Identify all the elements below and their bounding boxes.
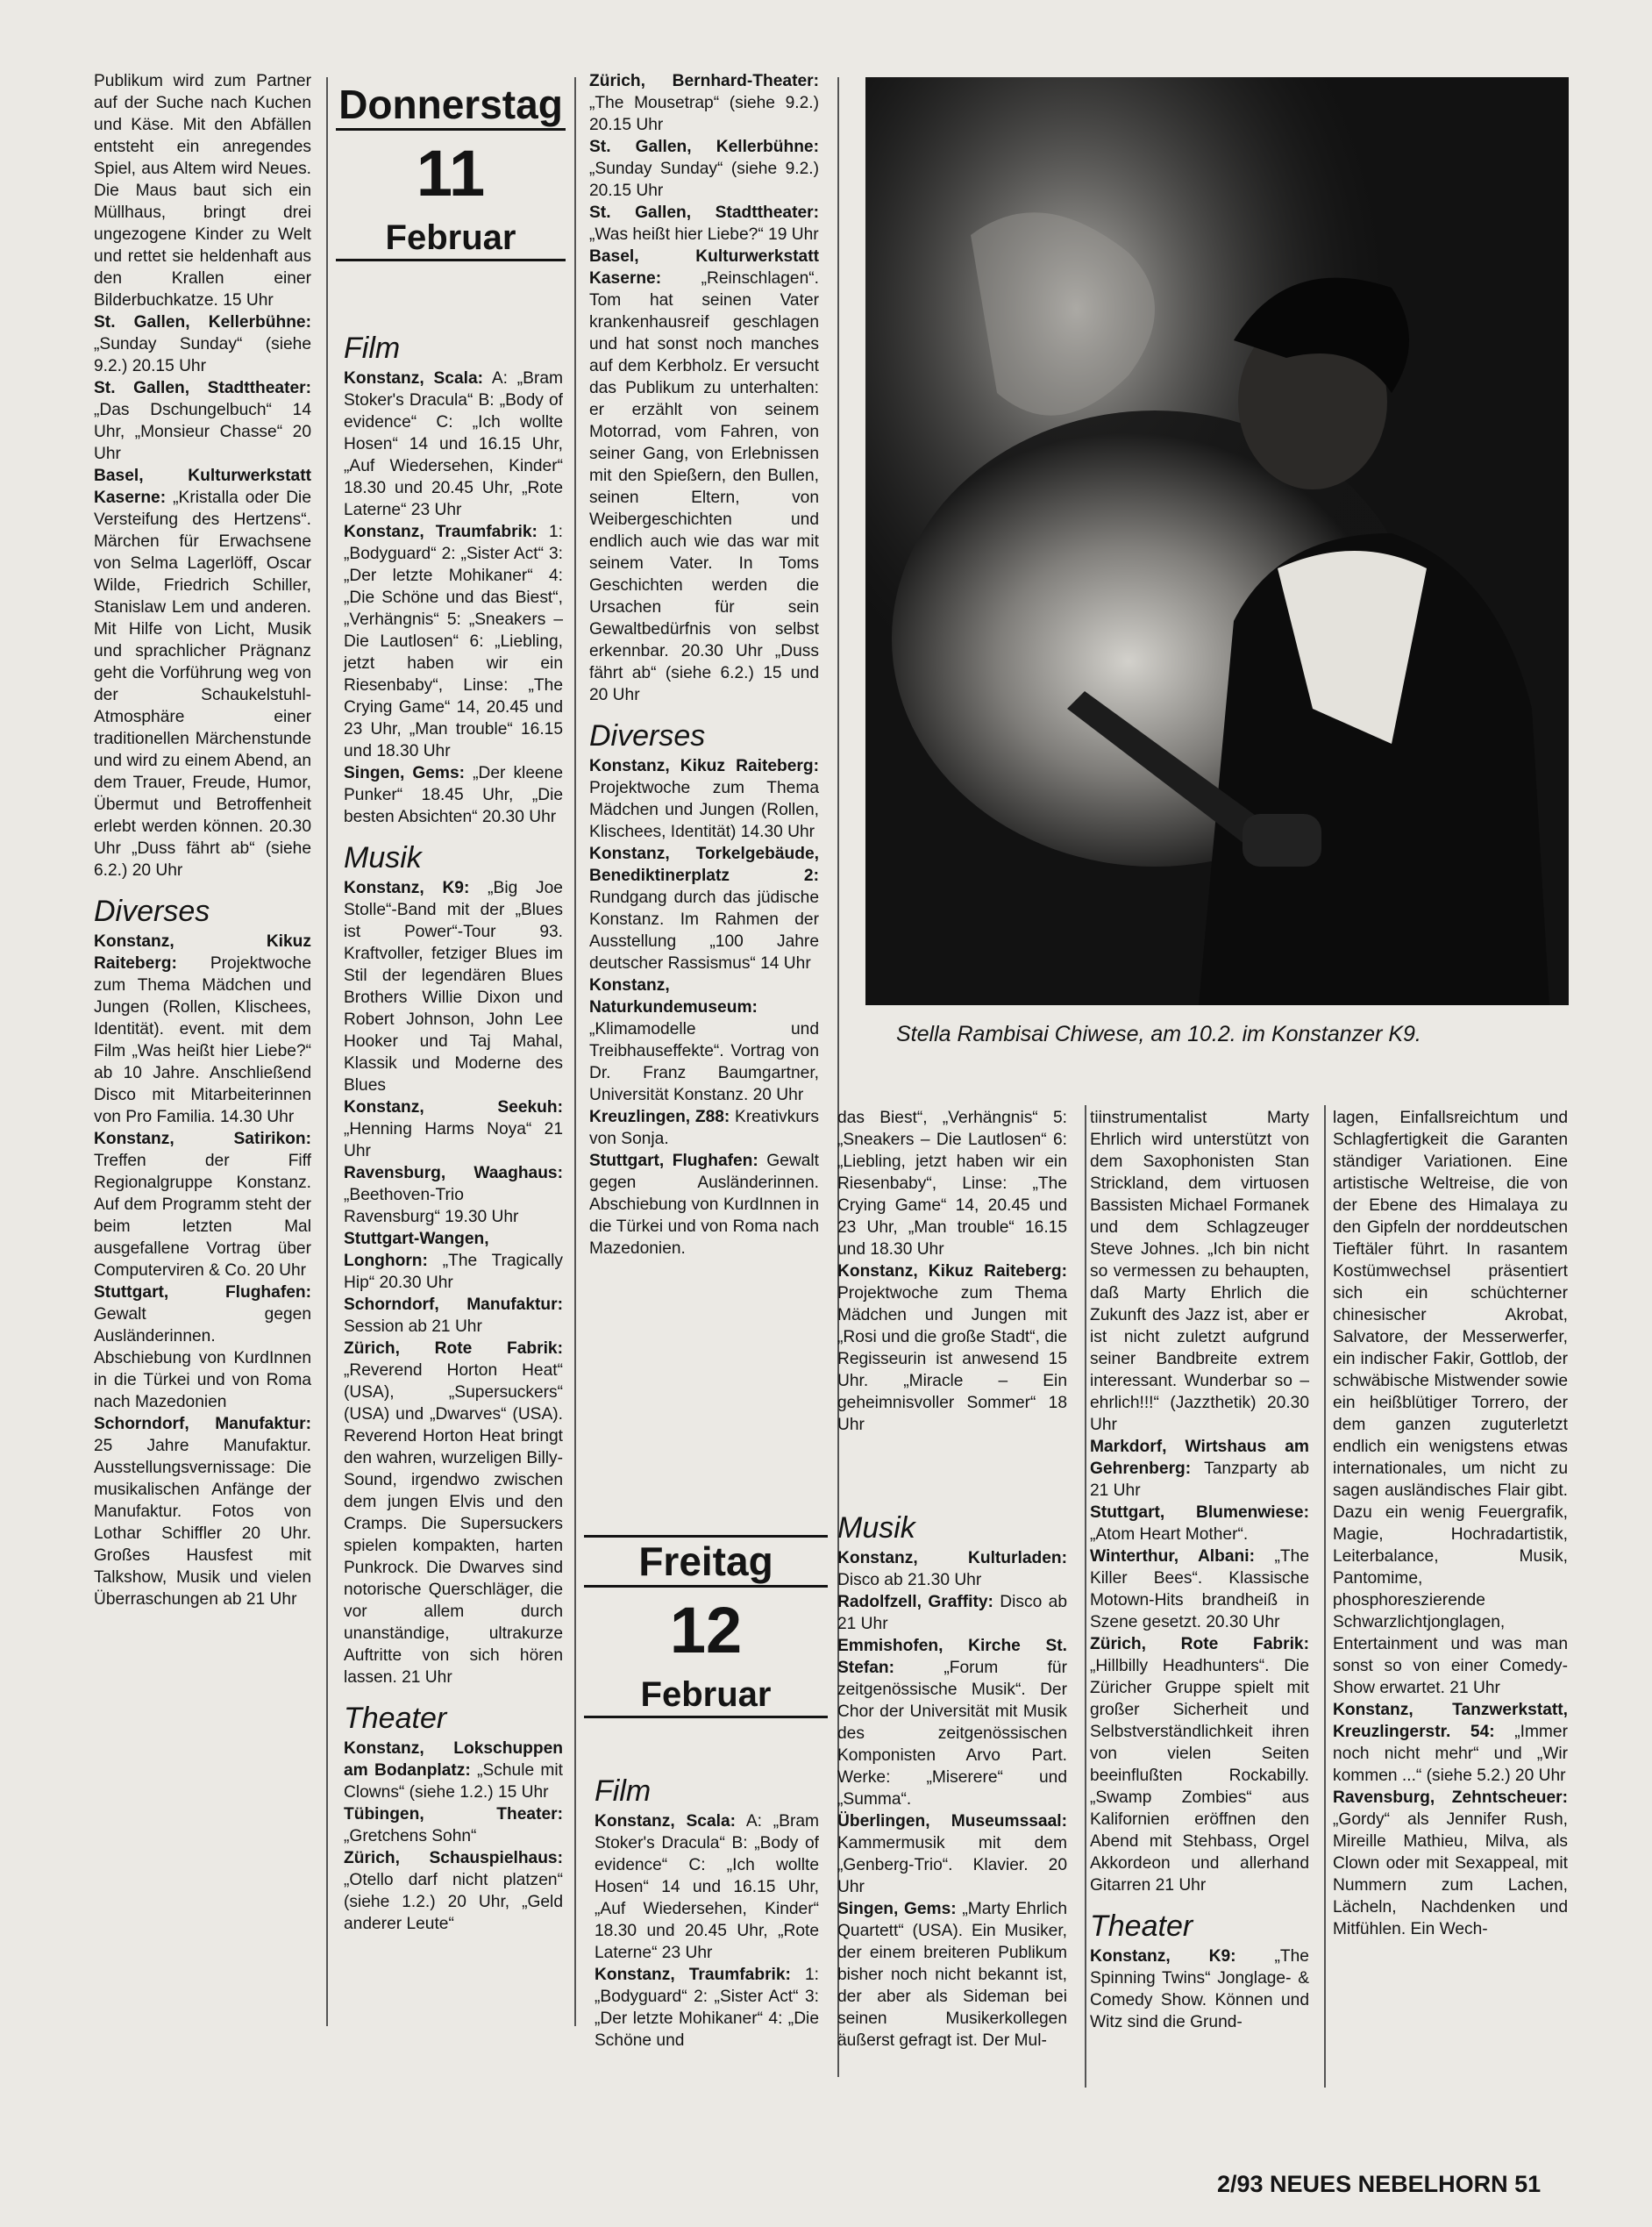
venue-name: Konstanz, Kulturladen: xyxy=(837,1549,1067,1567)
listing-entry: Stuttgart, Flughafen: Gewalt gegen Ausländerinnen. Abschiebung von KurdInnen in die Türkei und von Roma nach Mazedonien. xyxy=(589,1152,819,1258)
listing-entry: Konstanz, Torkelgebäude, Benediktinerplatz 2: Rundgang durch das jüdische Konstanz. Im Rahmen der Ausstellung „100 Jahre deutscher Rassismus“ 14 Uhr xyxy=(589,845,819,973)
venue-name: Konstanz, Seekuh: xyxy=(344,1098,563,1117)
column-4 xyxy=(837,1107,1067,1436)
listing-entry: Konstanz, Kikuz Raiteberg: Projektwoche zum Thema Mädchen und Jungen (Rollen, Klischees, Identität). event. mit dem Film „Was heißt hier Liebe?“ ab 10 Jahre. Anschließend Disco mit Mitarbeiterinnen von Pro Familia. 14.30 Uhr xyxy=(94,932,311,1126)
listing-entry: Zürich, Schauspielhaus: „Otello darf nicht platzen“ (siehe 1.2.) 20 Uhr, „Geld anderer Leute“ xyxy=(344,1849,563,1933)
venue-name: St. Gallen, Kellerbühne: xyxy=(589,138,819,156)
venue-name: Konstanz, Satirikon: xyxy=(94,1130,311,1148)
venue-name: Singen, Gems: xyxy=(344,764,466,782)
listing-entry: Singen, Gems: „Marty Ehrlich Quartett“ (USA). Ein Musiker, der einem breiteren Publikum bisher noch nicht bekannt ist, der aber als Sideman bei seinen Musikerkollegen äußerst gefragt ist. Der Mul- xyxy=(837,1900,1067,2050)
listing-entry: Konstanz, Seekuh: „Henning Harms Noya“ 21 Uhr xyxy=(344,1098,563,1160)
photo-caption: Stella Rambisai Chiwese, am 10.2. im Konstanzer K9. xyxy=(896,1022,1421,1046)
performer-photo-illustration xyxy=(865,77,1569,1005)
listing-entry: St. Gallen, Kellerbühne: „Sunday Sunday“ (siehe 9.2.) 20.15 Uhr xyxy=(94,313,311,375)
venue-name: Ravensburg, Waaghaus: xyxy=(344,1164,563,1182)
column-2 xyxy=(344,329,563,1935)
venue-name: Zürich, Rote Fabrik: xyxy=(1090,1635,1309,1653)
venue-name: Konstanz, Torkelgebäude, Benediktinerplatz 2: xyxy=(589,845,819,885)
day-number: 11 xyxy=(416,137,486,210)
venue-name: St. Gallen, Stadttheater: xyxy=(589,203,819,222)
venue-name: Winterthur, Albani: xyxy=(1090,1547,1255,1566)
date-header-thursday xyxy=(336,81,566,261)
venue-name: Konstanz, Traumfabrik: xyxy=(344,523,538,541)
month-label: Februar xyxy=(584,1674,828,1718)
venue-name: Konstanz, Scala: xyxy=(595,1812,737,1831)
listing-entry: Schorndorf, Manufaktur: 25 Jahre Manufaktur. Ausstellungsvernissage: Die musikalischen Anfänge der Manufaktur. Fotos von Lothar Schiffler 20 Uhr. Großes Hausfest mit Talkshow, Musik und vielen Überraschungen ab 21 Uhr xyxy=(94,1415,311,1609)
listing-entry: Konstanz, Traumfabrik: 1: „Bodyguard“ 2: „Sister Act“ 3: „Der letzte Mohikaner“ 4: „Die Schöne und xyxy=(595,1966,819,2050)
column-1 xyxy=(94,70,311,1610)
listing-entry: Stuttgart, Blumenwiese: „Atom Heart Mother“. xyxy=(1090,1503,1309,1544)
venue-name: Basel, Kulturwerkstatt Kaserne: xyxy=(94,467,311,507)
venue-name: Kreuzlingen, Z88: xyxy=(589,1108,730,1126)
listing-entry: Schorndorf, Manufaktur: Session ab 21 Uhr xyxy=(344,1296,563,1336)
concert-photo xyxy=(865,77,1569,1005)
listing-continuation: lagen, Einfallsreichtum und Schlagfertigkeit die Garanten ständiger Variationen. Eine artistische Weltreise, die von der Ebene des Himalaya zu den Gipfeln der norddeutschen Tieftäler führt. In rasantem Kostümwechsel präsentiert sich ein schüchterner chinesischer Akrobat, Salvatore, der Messerwerfer, ein indischer Fakir, Gottlob, der schwäbische Mistwender sowie ein heißblütiger Torrero, der dem ganzen zuguterletzt endlich ein wenigstens etwas internationales, um nicht zu sagen ausländisches Flair gibt. Dazu ein wenig Feuergrafik, Magie, Hochradartistik, Leiterbalance, Musik, Pantomime, phosphoreszierende Schwarzlichtjonglagen, Entertainment und was man sonst so von einer Comedy-Show erwartet. 21 Uhr xyxy=(1333,1109,1568,1697)
date-header-friday xyxy=(584,1535,828,1718)
venue-name: Konstanz, K9: xyxy=(1090,1947,1236,1966)
venue-name: Überlingen, Museumssaal: xyxy=(837,1812,1067,1831)
section-heading: Musik xyxy=(344,841,422,874)
listing-entry: Kreuzlingen, Z88: Kreativkurs von Sonja. xyxy=(589,1108,819,1148)
weekday-label: Freitag xyxy=(584,1535,828,1588)
listing-entry: Singen, Gems: „Der kleene Punker“ 18.45 Uhr, „Die besten Absichten“ 20.30 Uhr xyxy=(344,764,563,826)
venue-name: Basel, Kulturwerkstatt Kaserne: xyxy=(589,247,819,288)
listing-entry: Konstanz, Scala: A: „Bram Stoker's Dracula“ B: „Body of evidence“ C: „Ich wollte Hosen“ 14 und 16.15 Uhr, „Auf Wiedersehen, Kinder“ 18.30 und 20.45 Uhr, „Rote Laterne“ 23 Uhr xyxy=(595,1812,819,1962)
venue-name: Zürich, Rote Fabrik: xyxy=(344,1339,563,1358)
listing-entry: Ravensburg, Zehntscheuer: „Gordy“ als Jennifer Rush, Mireille Mathieu, Milva, als Clown oder mit Sexappeal, mit Nummern zum Lachen, Lächeln, Nachdenken und Mitfühlen. Ein Wech- xyxy=(1333,1788,1568,1938)
venue-name: Stuttgart, Blumenwiese: xyxy=(1090,1503,1309,1522)
listing-entry: Konstanz, Traumfabrik: 1: „Bodyguard“ 2: „Sister Act“ 3: „Der letzte Mohikaner“ 4: „Die Schöne und das Biest“, „Verhängnis“ 5: „Sneakers – Die Lautlosen“ 6: „Liebling, jetzt haben wir ein Riesenbaby“, Linse: „The Crying Game“ 14, 20.45 und 23 Uhr, „Man trouble“ 16.15 und 18.30 Uhr xyxy=(344,523,563,760)
column-rule xyxy=(1324,1105,1326,2088)
venue-name: Ravensburg, Zehntscheuer: xyxy=(1333,1788,1568,1807)
listing-intro: Publikum wird zum Partner auf der Suche nach Kuchen und Käse. Mit den Abfällen entsteht ein anregendes Spiel, aus Altem wird Neues. Die Maus baut sich ein Müllhaus, bringt drei ungezogene Kinder zu Welt und rettet sie heldenhaft aus den Krallen einer Bilderbuchkatze. 15 Uhr xyxy=(94,72,311,310)
listing-entry: Konstanz, K9: „Big Joe Stolle“-Band mit der „Blues ist Power“-Tour 93. Kraftvoller, fetziger Blues im Stil der legendären Blues Brothers Willie Dixon und Robert Johnson, John Lee Hooker und Taj Mahal, Klassik und Moderne des Blues xyxy=(344,879,563,1095)
venue-name: Schorndorf, Manufaktur: xyxy=(94,1415,311,1433)
listing-entry: Radolfzell, Graffity: Disco ab 21 Uhr xyxy=(837,1593,1067,1633)
listing-entry: Konstanz, Satirikon: Treffen der Fiff Regionalgruppe Konstanz. Auf dem Programm steht der beim letzten Mal ausgefallene Vortrag über Computerviren & Co. 20 Uhr xyxy=(94,1130,311,1280)
venue-name: Konstanz, Traumfabrik: xyxy=(595,1966,791,1984)
venue-name: Konstanz, Kikuz Raiteberg: xyxy=(837,1262,1067,1281)
venue-name: St. Gallen, Stadttheater: xyxy=(94,379,311,397)
section-heading: Diverses xyxy=(589,719,706,753)
section-heading: Musik xyxy=(837,1511,915,1545)
venue-name: Konstanz, Scala: xyxy=(344,369,484,388)
column-4-music xyxy=(837,1509,1067,2052)
day-number: 12 xyxy=(669,1594,743,1667)
listing-entry: Emmishofen, Kirche St. Stefan: „Forum für zeitgenössische Musik“. Der Chor der Universität mit Musik des zeitgenössischen Komponisten Arvo Part. Werke: „Miserere“ und „Summa“. xyxy=(837,1637,1067,1809)
venue-name: Tübingen, Theater: xyxy=(344,1805,563,1824)
listing-continuation: tiinstrumentalist Marty Ehrlich wird unterstützt von dem Saxophonisten Stan Strickland, dem virtuosen Bassisten Michael Formanek und dem Schlagzeuger Steve Johnes. „Ich bin nicht so vermessen zu behaupten, daß Marty Ehrlich die Zukunft des Jazz ist, aber er ist nicht zuletzt aufgrund seiner Bandbreite extrem interessant. Wunderbar so – ehrlich!!!“ (Jazzthetik) 20.30 Uhr xyxy=(1090,1109,1309,1434)
column-3 xyxy=(589,70,819,1260)
listing-entry: Konstanz, Kikuz Raiteberg: Projektwoche zum Thema Mädchen und Jungen (Rollen, Klischees, Identität) 14.30 Uhr xyxy=(589,757,819,841)
column-rule xyxy=(326,77,328,2026)
venue-name: Radolfzell, Graffity: xyxy=(837,1593,993,1611)
venue-name: Zürich, Bernhard-Theater: xyxy=(589,72,819,90)
section-heading: Film xyxy=(595,1774,652,1808)
venue-name: Konstanz, Kikuz Raiteberg: xyxy=(589,757,819,775)
listing-entry: Zürich, Bernhard-Theater: „The Mousetrap“ (siehe 9.2.) 20.15 Uhr xyxy=(589,72,819,134)
venue-name: Markdorf, Wirtshaus am Gehrenberg: xyxy=(1090,1438,1309,1478)
listing-entry: Konstanz, Scala: A: „Bram Stoker's Dracula“ B: „Body of evidence“ C: „Ich wollte Hosen“ 14 und 16.15 Uhr, „Auf Wiedersehen, Kinder“ 18.30 und 20.45 Uhr, „Rote Laterne“ 23 Uhr xyxy=(344,369,563,519)
section-heading: Diverses xyxy=(94,895,210,928)
venue-name: Stuttgart-Wangen, Longhorn: xyxy=(344,1230,489,1270)
listing-entry: Konstanz, Kikuz Raiteberg: Projektwoche zum Thema Mädchen und Jungen mit „Rosi und die große Stadt“, die Regisseurin ist anwesend 15 Uhr. „Miracle – Ein geheimnisvoller Sommer“ 18 Uhr xyxy=(837,1262,1067,1434)
venue-name: Schorndorf, Manufaktur: xyxy=(344,1296,563,1314)
listing-entry: Konstanz, K9: „The Spinning Twins“ Jonglage- & Comedy Show. Können und Witz sind die Grund- xyxy=(1090,1947,1309,2031)
venue-name: Stuttgart, Flughafen: xyxy=(589,1152,758,1170)
weekday-label: Donnerstag xyxy=(336,81,566,131)
venue-name: Zürich, Schauspielhaus: xyxy=(344,1849,563,1867)
listing-entry: Tübingen, Theater: „Gretchens Sohn“ xyxy=(344,1805,563,1845)
listing-entry: Konstanz, Lokschuppen am Bodanplatz: „Schule mit Clowns“ (siehe 1.2.) 15 Uhr xyxy=(344,1739,563,1802)
column-5 xyxy=(1090,1107,1309,2033)
listing-entry: Zürich, Rote Fabrik: „Hillbilly Headhunters“. Die Züricher Gruppe spielt mit großer Sicherheit und Selbstverständlichkeit ihren von vielen Seiten beeinflußten Rockabilly. „Swamp Zombies“ aus Kalifornien eröffnen den Abend mit Stehbass, Orgel Akkordeon und allerhand Gitarren 21 Uhr xyxy=(1090,1635,1309,1895)
listing-entry: Zürich, Rote Fabrik: „Reverend Horton Heat“ (USA), „Supersuckers“ (USA) und „Dwarves“ (USA). Reverend Horton Heat bringt den wahren, wurzeligen Billy-Sound, irgendwo zwischen dem jungen Elvis und den Cramps. Die Supersuckers spielen kompakten, harten Punkrock. Die Dwarves sind notorische Querschläger, die vor allem durch unanständige, ultrakurze Auftritte von sich hören lassen. 21 Uhr xyxy=(344,1339,563,1687)
column-rule xyxy=(574,77,576,2026)
venue-name: Emmishofen, Kirche St. Stefan: xyxy=(837,1637,1067,1677)
listing-entry: Ravensburg, Waaghaus: „Beethoven-Trio Ravensburg“ 19.30 Uhr xyxy=(344,1164,563,1226)
listing-entry: Konstanz, Kulturladen: Disco ab 21.30 Uhr xyxy=(837,1549,1067,1589)
page-footer: 2/93 NEUES NEBELHORN 51 xyxy=(1217,2171,1542,2197)
venue-name: Konstanz, Naturkundemuseum: xyxy=(589,976,758,1017)
venue-name: Stuttgart, Flughafen: xyxy=(94,1283,311,1302)
section-heading: Film xyxy=(344,332,401,365)
listing-entry: Konstanz, Tanzwerkstatt, Kreuzlingerstr. 54: „Immer noch nicht mehr“ und „Wir kommen ...“ (siehe 5.2.) 20 Uhr xyxy=(1333,1701,1568,1785)
venue-name: Konstanz, Tanzwerkstatt, Kreuzlingerstr. 54: xyxy=(1333,1701,1568,1741)
venue-name: Singen, Gems: xyxy=(837,1900,957,1918)
section-heading: Theater xyxy=(344,1702,447,1735)
listing-entry: Konstanz, Naturkundemuseum: „Klimamodelle und Treibhauseffekte“. Vortrag von Dr. Franz Baumgartner, Universität Konstanz. 20 Uhr xyxy=(589,976,819,1104)
listing-entry: Winterthur, Albani: „The Killer Bees“. Klassische Motown-Hits brandheiß in Szene gesetzt. 20.30 Uhr xyxy=(1090,1547,1309,1631)
venue-name: Konstanz, Kikuz Raiteberg: xyxy=(94,932,311,973)
listing-entry: Basel, Kulturwerkstatt Kaserne: „Reinschlagen“. Tom hat seinen Vater krankenhausreif geschlagen und hat sonst noch manches auf dem Kerbholz. Er versucht das Publikum zu unterhalten: er erzählt von seinem Motorrad, vom Fahren, von seiner Gang, von Erlebnissen mit den Spießern, den Bullen, seinen Eltern, von Weibergeschichten und endlich auch wie das war mit seinem Vater. In Toms Geschichten werden die Ursachen für sein Gewaltbedürfnis von selbst erkennbar. 20.30 Uhr „Duss fährt ab“ (siehe 6.2.) 15 und 20 Uhr xyxy=(589,247,819,704)
listing-entry: Basel, Kulturwerkstatt Kaserne: „Kristalla oder Die Versteifung des Hertzens“. Märchen für Erwachsene von Selma Lagerlöff, Oscar Wilde, Friedrich Schiller, Stanislaw Lem und anderen. Mit Hilfe von Licht, Musik und sprachlicher Prägnanz geht die Vorführung weg von der Schaukelstuhl-Atmosphäre einer traditionellen Märchenstunde und wird zu einem Abend, an dem Trauer, Freude, Humor, Übermut und Betroffenheit erlebt werden können. 20.30 Uhr „Duss fährt ab“ (siehe 6.2.) 20 Uhr xyxy=(94,467,311,880)
column-rule xyxy=(1085,1105,1086,2088)
venue-name: St. Gallen, Kellerbühne: xyxy=(94,313,311,332)
venue-name: Konstanz, Lokschuppen am Bodanplatz: xyxy=(344,1739,563,1780)
listing-entry: Markdorf, Wirtshaus am Gehrenberg: Tanzparty ab 21 Uhr xyxy=(1090,1438,1309,1500)
section-heading: Theater xyxy=(1090,1909,1193,1943)
venue-name: Konstanz, K9: xyxy=(344,879,470,897)
listing-entry: St. Gallen, Kellerbühne: „Sunday Sunday“ (siehe 9.2.) 20.15 Uhr xyxy=(589,138,819,200)
listing-entry: Stuttgart, Flughafen: Gewalt gegen Ausländerinnen. Abschiebung von KurdInnen in die Türkei und von Roma nach Mazedonien xyxy=(94,1283,311,1411)
listing-entry: Stuttgart-Wangen, Longhorn: „The Tragically Hip“ 20.30 Uhr xyxy=(344,1230,563,1292)
listing-entry: St. Gallen, Stadttheater: „Das Dschungelbuch“ 14 Uhr, „Monsieur Chasse“ 20 Uhr xyxy=(94,379,311,463)
listing-continuation: das Biest“, „Verhängnis“ 5: „Sneakers – Die Lautlosen“ 6: „Liebling, jetzt haben wir ein Riesenbaby“, Linse: „The Crying Game“ 14, 20.45 und 23 Uhr, „Man trouble“ 16.15 und 18.30 Uhr xyxy=(837,1109,1067,1259)
column-6 xyxy=(1333,1107,1568,1940)
column-3-lower xyxy=(595,1772,819,2052)
month-label: Februar xyxy=(336,217,566,261)
listing-entry: Überlingen, Museumssaal: Kammermusik mit dem „Genberg-Trio“. Klavier. 20 Uhr xyxy=(837,1812,1067,1896)
listing-entry: St. Gallen, Stadttheater: „Was heißt hier Liebe?“ 19 Uhr xyxy=(589,203,819,244)
